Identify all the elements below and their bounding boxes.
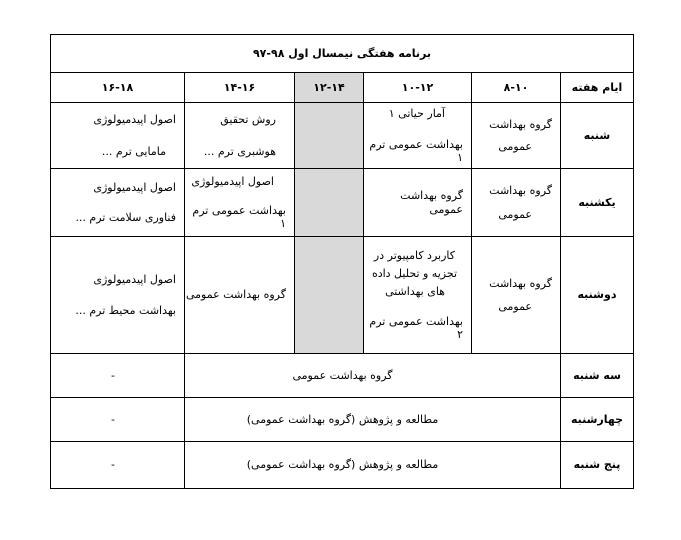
row-sunday	[51, 169, 634, 237]
slot-line: اصول اپیدمیولوژی	[93, 181, 176, 195]
day-label: پنج شنبه	[561, 442, 634, 489]
slot-line: هوشبری ترم ...	[203, 144, 276, 158]
slot-8-10	[472, 237, 561, 354]
slot-16-18: -	[51, 354, 185, 398]
slot-line: های بهداشتی	[385, 285, 445, 299]
merged-slot: مطالعه و پژوهش (گروه بهداشت عمومی)	[185, 398, 561, 442]
slot-line: آمار حیاتی ۱	[388, 106, 445, 120]
day-label: چهارشنبه	[561, 398, 634, 442]
slot-12-14	[295, 237, 364, 354]
slot-line: عمومی	[498, 300, 532, 313]
header-12-14: ۱۲-۱۴	[295, 73, 364, 103]
slot-line: بهداشت محیط ترم ...	[75, 304, 176, 317]
slot-8-10	[472, 169, 561, 237]
slot-16-18: -	[51, 398, 185, 442]
header-8-10: ۸-۱۰	[472, 73, 561, 103]
slot-line: اصول اپیدمیولوژی	[191, 174, 274, 188]
slot-line: بهداشت عمومی ترم ۱	[192, 203, 286, 231]
slot-line: گروه بهداشت	[489, 184, 552, 198]
weekly-schedule-table	[50, 34, 634, 489]
slot-10-12: گروه بهداشت عمومی	[364, 169, 472, 237]
slot-line: تجزیه و تحلیل داده	[371, 267, 457, 281]
slot-line: عمومی	[498, 139, 532, 153]
slot-line: گروه بهداشت	[489, 118, 552, 132]
slot-12-14	[295, 169, 364, 237]
slot-line: مامایی ترم ...	[101, 144, 166, 158]
row-tuesday	[51, 354, 634, 398]
slot-16-18: -	[51, 442, 185, 489]
merged-slot: گروه بهداشت عمومی	[185, 354, 561, 398]
slot-8-10	[472, 103, 561, 169]
day-label: سه شنبه	[561, 354, 634, 398]
day-label: یکشنبه	[561, 169, 634, 237]
slot-line: اصول اپیدمیولوژی	[93, 272, 176, 286]
slot-16-18	[51, 169, 185, 237]
slot-line: کاربرد کامپیوتر در	[373, 249, 455, 263]
slot-line: اصول اپیدمیولوژی	[93, 113, 176, 127]
slot-16-18	[51, 103, 185, 169]
header-16-18: ۱۶-۱۸	[51, 73, 185, 103]
slot-14-16	[185, 169, 295, 237]
row-saturday	[51, 103, 634, 169]
header-days: ایام هفته	[561, 73, 634, 103]
row-wednesday	[51, 398, 634, 442]
header-10-12: ۱۰-۱۲	[364, 73, 472, 103]
row-thursday	[51, 442, 634, 489]
slot-line: روش تحقیق	[220, 113, 276, 127]
slot-10-12	[364, 237, 472, 354]
header-14-16: ۱۴-۱۶	[185, 73, 295, 103]
slot-10-12	[364, 103, 472, 169]
slot-line: بهداشت عمومی ترم ۱	[369, 137, 463, 165]
slot-line: بهداشت عمومی ترم ۲	[369, 314, 463, 341]
slot-line: گروه بهداشت	[489, 276, 552, 290]
slot-line: عمومی	[498, 207, 532, 221]
slot-14-16: گروه بهداشت عمومی	[185, 237, 295, 354]
day-label: شنبه	[561, 103, 634, 169]
slot-14-16	[185, 103, 295, 169]
day-label: دوشنبه	[561, 237, 634, 354]
merged-slot: مطالعه و پژوهش (گروه بهداشت عمومی)	[185, 442, 561, 489]
header-row	[51, 73, 634, 103]
slot-12-14	[295, 103, 364, 169]
schedule-title: برنامه هفتگی نیمسال اول ۹۸-۹۷	[51, 35, 634, 73]
slot-line: فناوری سلامت ترم ...	[75, 210, 176, 224]
slot-16-18	[51, 237, 185, 354]
row-monday	[51, 237, 634, 354]
